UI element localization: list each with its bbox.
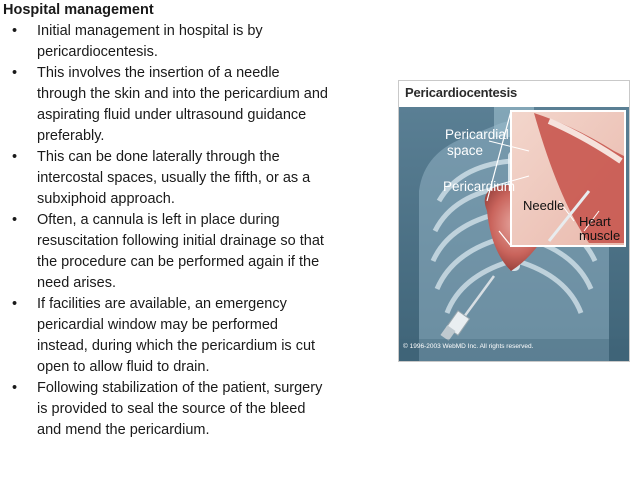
bullet-line — [3, 315, 387, 336]
bullet-line — [3, 126, 387, 147]
bullet-list — [3, 21, 387, 441]
bullet-line — [3, 105, 387, 126]
bullet-text: open to allow fluid to drain. — [37, 359, 210, 375]
bullet-line — [3, 63, 387, 84]
bullet-line — [3, 231, 387, 252]
bullet-text: If facilities are available, an emergency — [37, 296, 287, 312]
bullet-dot-icon: • — [12, 296, 18, 312]
bullet-text: resuscitation following initial drainage so that — [37, 233, 324, 249]
label-pericardium: Pericardium — [443, 179, 516, 194]
bullet-text: subxiphoid approach. — [37, 191, 175, 207]
bullet-text: Initial management in hospital is by — [37, 23, 263, 39]
bullet-line — [3, 189, 387, 210]
bullet-text: the procedure can be performed again if the — [37, 254, 320, 270]
bullet-text: intercostal spaces, usually the fifth, or as a — [37, 170, 311, 186]
bullet-line — [3, 168, 387, 189]
bullet-dot-icon: • — [12, 149, 18, 165]
bullet-text: This involves the insertion of a needle — [37, 65, 280, 81]
bullet-line — [3, 273, 387, 294]
bullet-line — [3, 294, 387, 315]
bullet-text: need arises. — [37, 275, 116, 291]
bullet-line — [3, 147, 387, 168]
bullet-line — [3, 399, 387, 420]
bullet-text: is provided to seal the source of the bleed — [37, 401, 306, 417]
pericardiocentesis-illustration — [398, 80, 630, 362]
bullet-line — [3, 21, 387, 42]
bullet-text: aspirating fluid under ultrasound guidance — [37, 107, 307, 123]
label-heart: Heart — [579, 214, 611, 229]
bullet-dot-icon: • — [12, 212, 18, 228]
figure-copyright: © 1996-2003 WebMD Inc. All rights reserved. — [403, 343, 534, 350]
label-needle: Needle — [523, 198, 565, 213]
bullet-line — [3, 378, 387, 399]
bullet-dot-icon: • — [12, 380, 18, 396]
bullet-line — [3, 84, 387, 105]
bullet-text: instead, during which the pericardium is cut — [37, 338, 316, 354]
bullet-line — [3, 42, 387, 63]
slide-heading: Hospital management — [3, 2, 154, 18]
bullet-text: Often, a cannula is left in place during — [37, 212, 280, 228]
bullet-line — [3, 210, 387, 231]
bullet-line — [3, 357, 387, 378]
bullet-text: Following stabilization of the patient, surgery — [37, 380, 323, 396]
bullet-text: pericardiocentesis. — [37, 44, 158, 60]
bullet-dot-icon: • — [12, 65, 18, 81]
slide-text — [3, 0, 387, 441]
label-space: space — [447, 143, 484, 158]
figure-title: Pericardiocentesis — [405, 85, 518, 100]
bullet-dot-icon: • — [12, 23, 18, 39]
bullet-text: pericardial window may be performed — [37, 317, 278, 333]
label-pericardial: Pericardial — [445, 127, 509, 142]
bullet-text: and mend the pericardium. — [37, 422, 210, 438]
bullet-line — [3, 420, 387, 441]
label-muscle: muscle — [579, 228, 621, 243]
bullet-line — [3, 252, 387, 273]
bullet-line — [3, 336, 387, 357]
bullet-text: preferably. — [37, 128, 105, 144]
bullet-text: This can be done laterally through the — [37, 149, 280, 165]
bullet-text: through the skin and into the pericardium and — [37, 86, 328, 102]
